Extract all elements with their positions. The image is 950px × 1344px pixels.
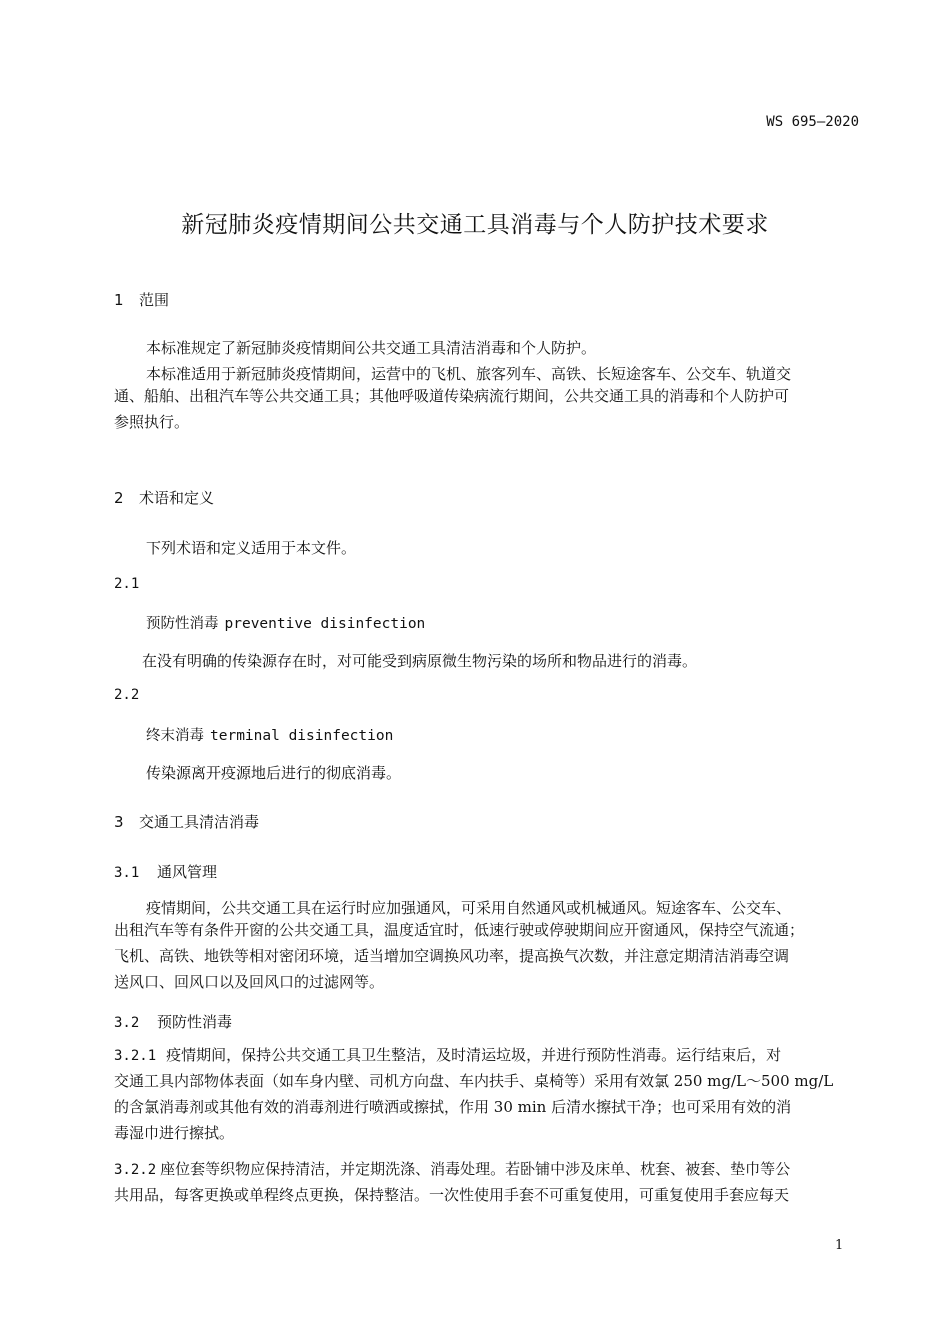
paragraph: 本标准规定了新冠肺炎疫情期间公共交通工具清洁消毒和个人防护。	[146, 339, 597, 357]
term-chinese: 预防性消毒	[146, 616, 219, 632]
section-title: 交通工具清洁消毒	[139, 813, 260, 831]
term-definition: 在没有明确的传染源存在时，对可能受到病原微生物污染的场所和物品进行的消毒。	[142, 652, 698, 670]
standard-number: WS 695—2020	[766, 114, 859, 130]
term-definition: 传染源离开疫源地后进行的彻底消毒。	[146, 764, 402, 782]
paragraph-line: 飞机、高铁、地铁等相对密闭环境，适当增加空调换风功率，提高换气次数，并注意定期清洁消毒空调	[114, 947, 790, 965]
subsection-title: 通风管理	[157, 863, 218, 881]
page-number: 1	[835, 1238, 844, 1253]
term-chinese: 终末消毒	[146, 728, 204, 744]
section-1-heading	[114, 289, 169, 310]
section-title: 术语和定义	[139, 489, 215, 507]
paragraph-line: 送风口、回风口以及回风口的过滤网等。	[114, 973, 385, 991]
clause-3-2-1-line	[114, 1043, 861, 1070]
section-number: 2	[114, 489, 124, 507]
clause-text: 疫情期间，保持公共交通工具卫生整洁，及时清运垃圾，并进行预防性消毒。运行结束后，对	[166, 1046, 782, 1064]
section-2-heading	[114, 487, 214, 508]
paragraph-line: 通、船舶、出租汽车等公共交通工具；其他呼吸道传染病流行期间，公共交通工具的消毒和个人防护可	[114, 387, 790, 405]
paragraph: 下列术语和定义适用于本文件。	[146, 539, 357, 557]
section-number: 1	[114, 291, 124, 309]
subsection-number: 3.2	[114, 1015, 140, 1031]
clause-number: 3.2.2	[114, 1162, 157, 1178]
subsection-title: 预防性消毒	[157, 1013, 233, 1031]
paragraph-line: 毒湿巾进行擦拭。	[114, 1124, 235, 1142]
subsection-number: 3.1	[114, 865, 140, 881]
paragraph-line: 参照执行。	[114, 413, 190, 431]
clause-number: 3.2.1	[114, 1048, 157, 1064]
term-english: preventive disinfection	[224, 616, 426, 632]
term-number: 2.2	[114, 687, 140, 703]
section-3-heading	[114, 811, 259, 832]
subsection-3-1-heading	[114, 861, 217, 882]
paragraph-line: 交通工具内部物体表面（如车身内壁、司机方向盘、车内扶手、桌椅等）采用有效氯 250 mg/L～500 mg/L	[114, 1072, 834, 1090]
subsection-3-2-heading	[114, 1011, 232, 1032]
section-title: 范围	[139, 291, 170, 309]
term-entry	[146, 612, 425, 633]
clause-3-2-2-line	[114, 1157, 861, 1184]
term-number: 2.1	[114, 576, 140, 592]
paragraph-line: 疫情期间，公共交通工具在运行时应加强通风，可采用自然通风或机械通风。短途客车、公交车、	[146, 899, 792, 917]
term-english: terminal disinfection	[210, 728, 394, 744]
paragraph-line: 共用品，每客更换或单程终点更换，保持整洁。一次性使用手套不可重复使用，可重复使用手套应每天	[114, 1186, 790, 1204]
document-title: 新冠肺炎疫情期间公共交通工具消毒与个人防护技术要求	[181, 212, 769, 238]
term-entry	[146, 724, 393, 745]
paragraph-line: 本标准适用于新冠肺炎疫情期间，运营中的飞机、旅客列车、高铁、长短途客车、公交车、轨道交	[146, 365, 792, 383]
clause-text: 座位套等织物应保持清洁，并定期洗涤、消毒处理。若卧铺中涉及床单、枕套、被套、垫巾等公	[160, 1160, 791, 1178]
paragraph-line: 的含氯消毒剂或其他有效的消毒剂进行喷洒或擦拭，作用 30 min 后清水擦拭干净；也可采用有效的消	[114, 1098, 792, 1116]
section-number: 3	[114, 813, 124, 831]
paragraph-line: 出租汽车等有条件开窗的公共交通工具，温度适宜时，低速行驶或停驶期间应开窗通风，保持空气流通；	[114, 921, 805, 939]
